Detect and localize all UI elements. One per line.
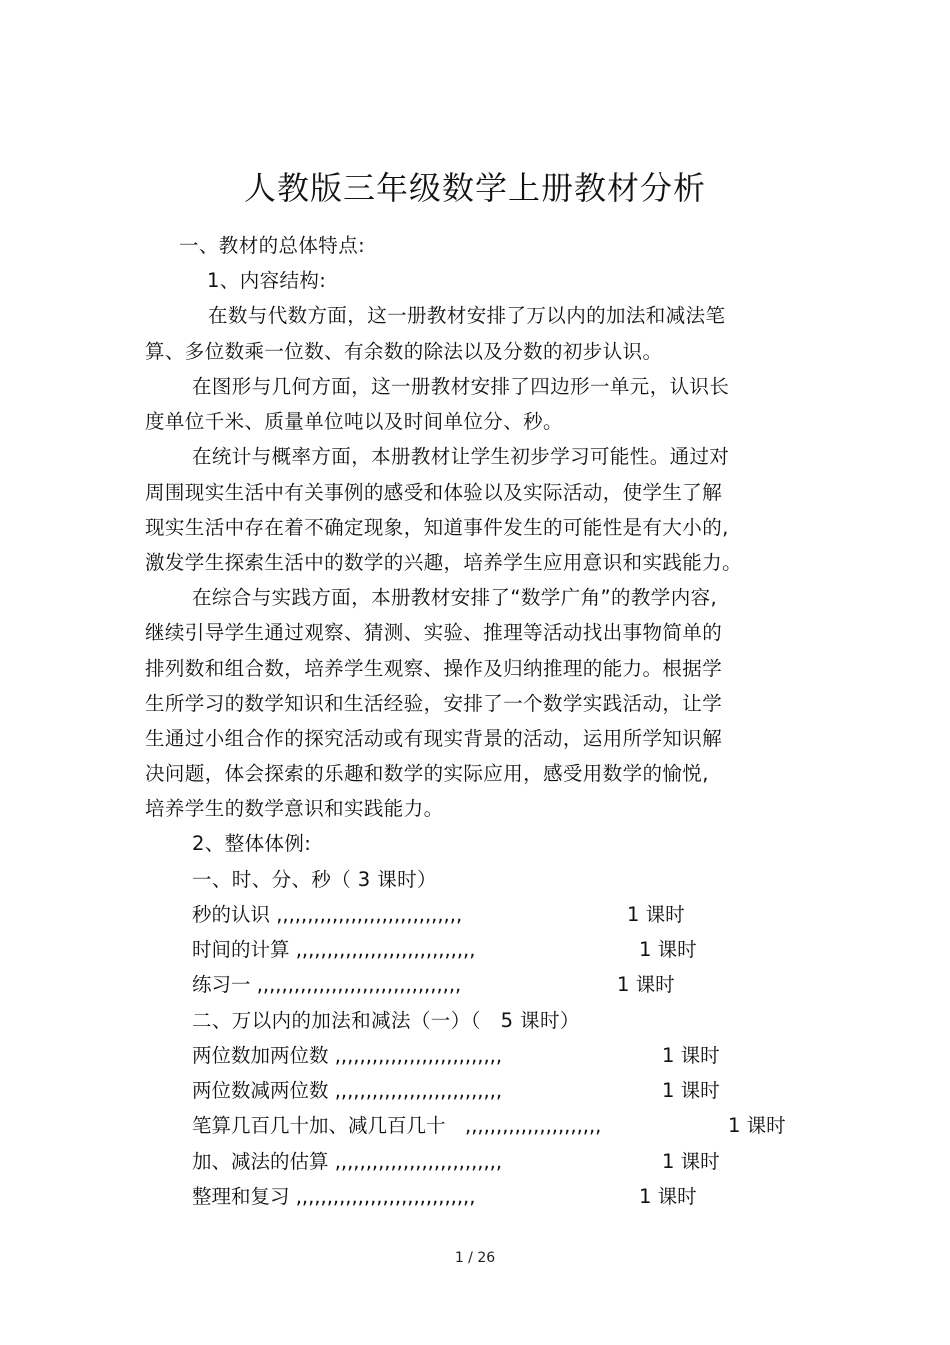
- lesson-label: 整理和复习 ,,,,,,,,,,,,,,,,,,,,,,,,,,,,,: [192, 1185, 476, 1208]
- unit-heading-time: 一、时、分、秒（ 3 课时）: [192, 868, 437, 891]
- lesson-duration: 1 课时: [617, 973, 675, 996]
- subheading-overall-structure: 2、整体体例:: [192, 832, 312, 855]
- paragraph-line: 继续引导学生通过观察、猜测、实验、推理等活动找出事物简单的: [145, 621, 723, 644]
- lesson-duration: 1 课时: [662, 1150, 720, 1173]
- lesson-label: 笔算几百几十加、减几百几十 ,,,,,,,,,,,,,,,,,,,,,,: [192, 1114, 602, 1137]
- paragraph-line: 周围现实生活中有关事例的感受和体验以及实际活动，使学生了解: [145, 481, 723, 504]
- paragraph-line: 培养学生的数学意识和实践能力。: [145, 797, 444, 820]
- subheading-content-structure: 1、内容结构:: [207, 269, 327, 292]
- lesson-label: 练习一 ,,,,,,,,,,,,,,,,,,,,,,,,,,,,,,,,,: [192, 973, 462, 996]
- paragraph-line: 在图形与几何方面，这一册教材安排了四边形一单元，认识长: [192, 375, 730, 398]
- paragraph-line: 在数与代数方面，这一册教材安排了万以内的加法和减法笔: [208, 304, 726, 327]
- paragraph-line: 决问题，体会探索的乐趣和数学的实际应用，感受用数学的愉悦,: [145, 762, 709, 785]
- document-title: 人教版三年级数学上册教材分析: [243, 169, 706, 207]
- paragraph-line: 度单位千米、质量单位吨以及时间单位分、秒。: [145, 410, 563, 433]
- lesson-duration: 1 课时: [639, 1185, 697, 1208]
- lesson-duration: 1 课时: [639, 938, 697, 961]
- lesson-label: 加、减法的估算 ,,,,,,,,,,,,,,,,,,,,,,,,,,,: [192, 1150, 503, 1173]
- paragraph-line: 排列数和组合数，培养学生观察、操作及归纳推理的能力。根据学: [145, 657, 723, 680]
- paragraph-line: 在统计与概率方面，本册教材让学生初步学习可能性。通过对: [192, 445, 730, 468]
- paragraph-line: 在综合与实践方面，本册教材安排了“数学广角”的教学内容,: [192, 586, 718, 609]
- lesson-label: 时间的计算 ,,,,,,,,,,,,,,,,,,,,,,,,,,,,,: [192, 938, 476, 961]
- page-number: 1 / 26: [454, 1250, 496, 1266]
- section-heading-features: 一、教材的总体特点:: [179, 234, 366, 257]
- lesson-label: 秒的认识 ,,,,,,,,,,,,,,,,,,,,,,,,,,,,,,: [192, 903, 463, 926]
- paragraph-line: 生通过小组合作的探究活动或有现实背景的活动，运用所学知识解: [145, 727, 723, 750]
- lesson-label: 两位数减两位数 ,,,,,,,,,,,,,,,,,,,,,,,,,,,: [192, 1079, 503, 1102]
- paragraph-line: 现实生活中存在着不确定现象，知道事件发生的可能性是有大小的,: [145, 516, 729, 539]
- paragraph-line: 生所学习的数学知识和生活经验，安排了一个数学实践活动，让学: [145, 692, 723, 715]
- unit-heading-addition-subtraction: 二、万以内的加法和减法（一）（ 5 课时）: [192, 1009, 580, 1032]
- paragraph-line: 激发学生探索生活中的数学的兴趣，培养学生应用意识和实践能力。: [145, 551, 743, 574]
- paragraph-line: 算、多位数乘一位数、有余数的除法以及分数的初步认识。: [145, 340, 663, 363]
- lesson-duration: 1 课时: [728, 1114, 786, 1137]
- lesson-duration: 1 课时: [662, 1044, 720, 1067]
- lesson-duration: 1 课时: [662, 1079, 720, 1102]
- lesson-duration: 1 课时: [627, 903, 685, 926]
- lesson-label: 两位数加两位数 ,,,,,,,,,,,,,,,,,,,,,,,,,,,: [192, 1044, 503, 1067]
